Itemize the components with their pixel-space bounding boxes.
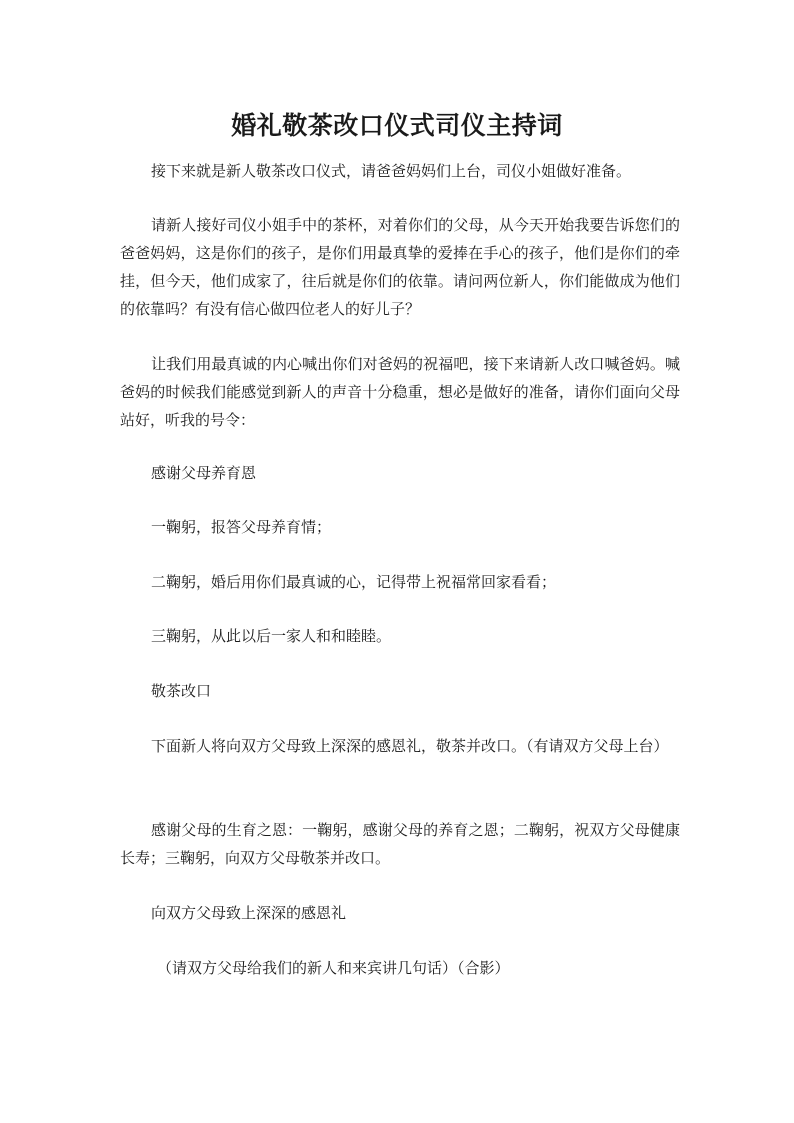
paragraph-8: 敬茶改口 [151, 682, 212, 700]
paragraph-4: 感谢父母养育恩 [151, 464, 257, 482]
paragraph-11: 向双方父母致上深深的感恩礼 [151, 904, 347, 922]
paragraph-7: 三鞠躬，从此以后一家人和和睦睦。 [151, 627, 392, 645]
paragraph-2: 请新人接好司仪小姐手中的茶杯，对着你们的父母，从今天开始我要告诉您们的爸爸妈妈，这是你们的孩子，是你们用最真挚的爱捧在手心的孩子，他们是你们的牵挂，但今天，他们成家了，往后就是你们的依靠。请问两位新人，你们能做成为他们的依靠吗？有没有信心做四位老人的好儿子？ [120, 216, 680, 318]
paragraph-3: 让我们用最真诚的内心喊出你们对爸妈的祝福吧，接下来请新人改口喊爸妈。喊爸妈的时候我们能感觉到新人的声音十分稳重，想必是做好的准备，请你们面向父母站好，听我的号令： [120, 355, 680, 429]
paragraph-9: 下面新人将向双方父母致上深深的感恩礼，敬茶并改口。（有请双方父母上台） [151, 737, 669, 755]
paragraph-12: （请双方父母给我们的新人和来宾讲几句话）（合影） [157, 959, 510, 977]
paragraph-6: 二鞠躬，婚后用你们最真诚的心，记得带上祝福常回家看看； [151, 573, 557, 591]
paragraph-1: 接下来就是新人敬茶改口仪式，请爸爸妈妈们上台，司仪小姐做好准备。 [151, 162, 632, 180]
document-title: 婚礼敬茶改口仪式司仪主持词 [231, 111, 563, 140]
paragraph-5: 一鞠躬，报答父母养育情； [151, 518, 332, 536]
paragraph-10: 感谢父母的生育之恩：一鞠躬，感谢父母的养育之恩；二鞠躬，祝双方父母健康长寿；三鞠躬，向双方父母敬茶并改口。 [120, 821, 680, 867]
